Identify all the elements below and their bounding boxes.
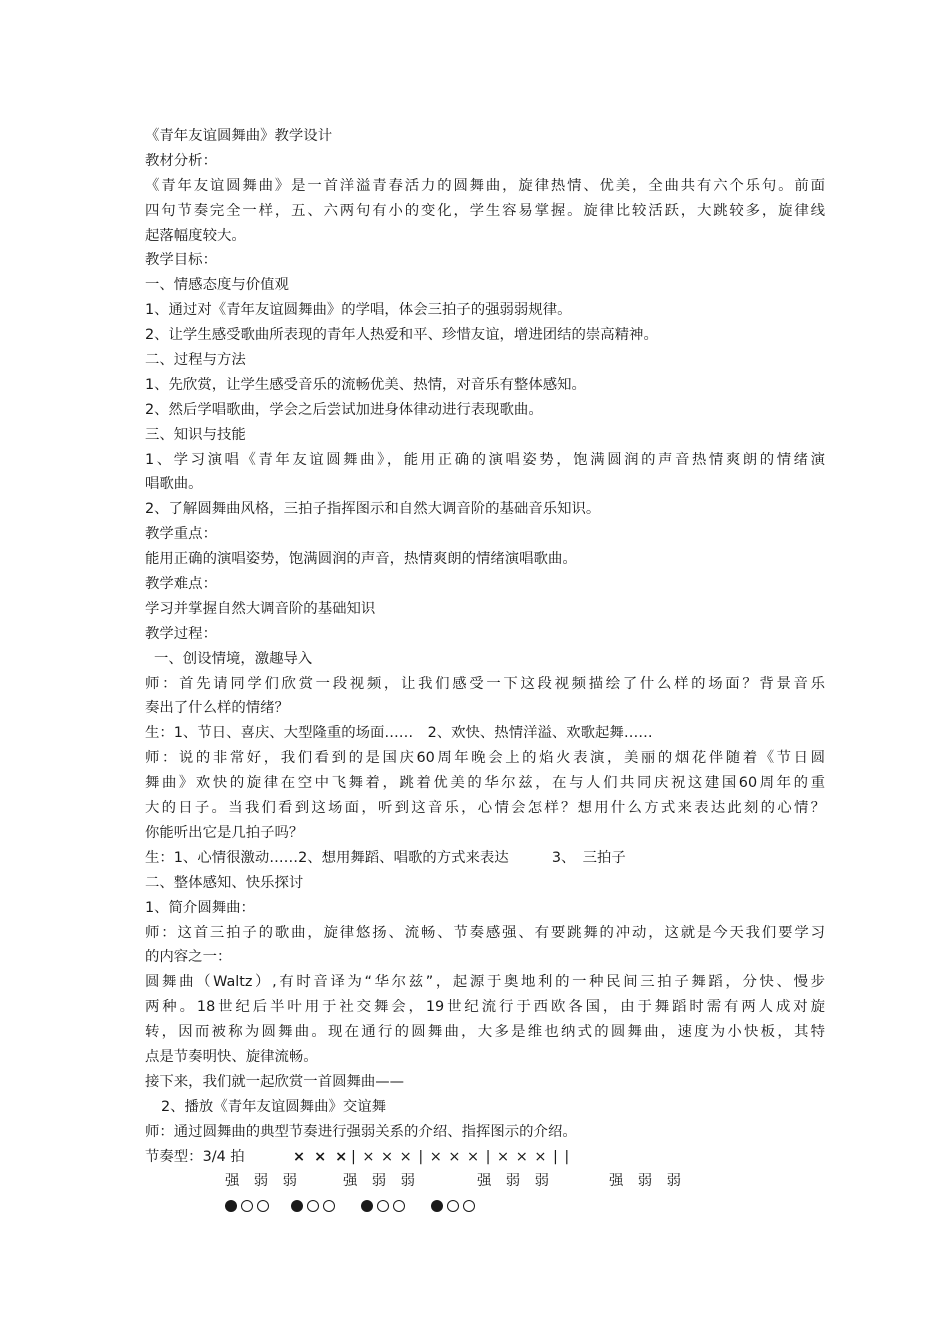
beat-dots-group xyxy=(431,1200,475,1212)
heading-key-points: 教学重点： xyxy=(145,526,217,543)
list-item: 2、让学生感受歌曲所表现的青年人热爱和平、珍惜友谊，增进团结的崇高精神。 xyxy=(145,327,658,344)
paragraph-line: 点是节奏明快、旋律流畅。 xyxy=(145,1048,318,1065)
accent-group: 强 弱 弱 xyxy=(343,1173,415,1190)
weak-beat-dot xyxy=(463,1200,475,1212)
paragraph-line: 奏出了什么样的情绪？ xyxy=(145,700,289,717)
strong-beat-dot xyxy=(291,1200,303,1212)
subheading-process: 二、过程与方法 xyxy=(145,352,246,369)
paragraph-line: 的内容之一： xyxy=(145,949,232,966)
list-item: 1、先欣赏，让学生感受音乐的流畅优美、热情，对音乐有整体感知。 xyxy=(145,376,586,393)
paragraph-line: 能用正确的演唱姿势，饱满圆润的声音，热情爽朗的情绪演唱歌曲。 xyxy=(145,551,577,568)
rhythm-pattern-row xyxy=(145,1145,825,1170)
strong-beat-dot xyxy=(431,1200,443,1212)
document-body xyxy=(145,124,825,1220)
subheading-overall: 二、整体感知、快乐探讨 xyxy=(145,874,304,891)
paragraph-line: 两种。18世纪后半叶用于社交舞会，19世纪流行于西欧各国，由于舞蹈时需有两人成对旋 xyxy=(145,999,825,1016)
rhythm-marks-rest: | × × × | × × × | × × × | | xyxy=(351,1148,571,1165)
accent-group: 强 弱 弱 xyxy=(609,1173,681,1190)
paragraph-line: 圆舞曲（Waltz）,有时音译为“华尔兹”，起源于奥地利的一种民间三拍子舞蹈，分快、慢步 xyxy=(145,974,825,991)
weak-beat-dot xyxy=(377,1200,389,1212)
weak-beat-dot xyxy=(323,1200,335,1212)
paragraph-line: 《青年友谊圆舞曲》是一首洋溢青春活力的圆舞曲，旋律热情、优美，全曲共有六个乐句。前面 xyxy=(145,177,825,194)
weak-beat-dot xyxy=(241,1200,253,1212)
paragraph-line: 四句节奏完全一样，五、六两句有小的变化，学生容易掌握。旋律比较活跃，大跳较多，旋律线 xyxy=(145,202,825,219)
strong-beat-dot xyxy=(361,1200,373,1212)
paragraph-line: 舞曲》欢快的旋律在空中飞舞着，跳着优美的华尔兹，在与人们共同庆祝这建国60周年的重 xyxy=(145,775,825,792)
rhythm-label: 节奏型：3/4 拍 xyxy=(145,1148,245,1165)
list-item: 2、了解圆舞曲风格，三拍子指挥图示和自然大调音阶的基础音乐知识。 xyxy=(145,501,601,518)
subheading-intro: 一、创设情境，激趣导入 xyxy=(154,650,313,667)
paragraph-line: 大的日子。当我们看到这场面，听到这音乐，心情会怎样？想用什么方式来表达此刻的心情？ xyxy=(145,800,825,817)
paragraph-line: 你能听出它是几拍子吗？ xyxy=(145,824,304,841)
document-title: 《青年友谊圆舞曲》教学设计 xyxy=(145,128,333,144)
paragraph-line: 起落幅度较大。 xyxy=(145,227,246,244)
subheading-attitude: 一、情感态度与价值观 xyxy=(145,277,289,294)
accent-group: 强 弱 弱 xyxy=(225,1173,297,1190)
strong-beat-dot xyxy=(225,1200,237,1212)
heading-difficulties: 教学难点： xyxy=(145,576,217,593)
rhythm-marks-first: × × × xyxy=(293,1148,350,1165)
list-item: 1、通过对《青年友谊圆舞曲》的学唱，体会三拍子的强弱弱规律。 xyxy=(145,302,572,319)
subheading-skills: 三、知识与技能 xyxy=(145,426,246,443)
accent-row xyxy=(145,1169,825,1194)
paragraph-line: 师：这首三拍子的歌曲，旋律悠扬、流畅、节奏感强、有要跳舞的冲动，这就是今天我们要学习 xyxy=(145,924,825,941)
paragraph-line: 学习并掌握自然大调音阶的基础知识 xyxy=(145,600,376,617)
list-item: 2、然后学唱歌曲，学会之后尝试加进身体律动进行表现歌曲。 xyxy=(145,401,543,418)
paragraph-line: 生：1、心情很激动……2、想用舞蹈、唱歌的方式来表达 3、 三拍子 xyxy=(145,849,626,866)
paragraph-line: 接下来，我们就一起欣赏一首圆舞曲—— xyxy=(145,1073,405,1090)
weak-beat-dot xyxy=(393,1200,405,1212)
heading-teaching-process: 教学过程： xyxy=(145,625,217,642)
heading-textbook-analysis: 教材分析： xyxy=(145,152,217,169)
list-item: 1、学习演唱《青年友谊圆舞曲》，能用正确的演唱姿势，饱满圆润的声音热情爽朗的情绪演 xyxy=(145,451,825,468)
beat-dots-group xyxy=(291,1200,335,1212)
weak-beat-dot xyxy=(447,1200,459,1212)
accent-group: 强 弱 弱 xyxy=(477,1173,549,1190)
paragraph-line: 生：1、节日、喜庆、大型隆重的场面…… 2、欢快、热情洋溢、欢歌起舞…… xyxy=(145,725,653,742)
heading-teaching-goals: 教学目标： xyxy=(145,252,217,269)
list-item: 1、简介圆舞曲： xyxy=(145,899,255,916)
paragraph-line: 转，因而被称为圆舞曲。现在通行的圆舞曲，大多是维也纳式的圆舞曲，速度为小快板，其特 xyxy=(145,1024,825,1041)
paragraph-line: 师：通过圆舞曲的典型节奏进行强弱关系的介绍、指挥图示的介绍。 xyxy=(145,1123,577,1140)
list-item: 2、播放《青年友谊圆舞曲》交谊舞 xyxy=(161,1098,387,1115)
list-item-continued: 唱歌曲。 xyxy=(145,476,203,493)
beat-dots-group xyxy=(361,1200,405,1212)
beat-dots-group xyxy=(225,1200,269,1212)
weak-beat-dot xyxy=(307,1200,319,1212)
paragraph-line: 师：说的非常好，我们看到的是国庆60周年晚会上的焰火表演，美丽的烟花伴随着《节日圆 xyxy=(145,750,825,767)
paragraph-line: 师：首先请同学们欣赏一段视频，让我们感受一下这段视频描绘了什么样的场面？背景音乐 xyxy=(145,675,825,692)
weak-beat-dot xyxy=(257,1200,269,1212)
beat-dots-row xyxy=(145,1194,825,1220)
